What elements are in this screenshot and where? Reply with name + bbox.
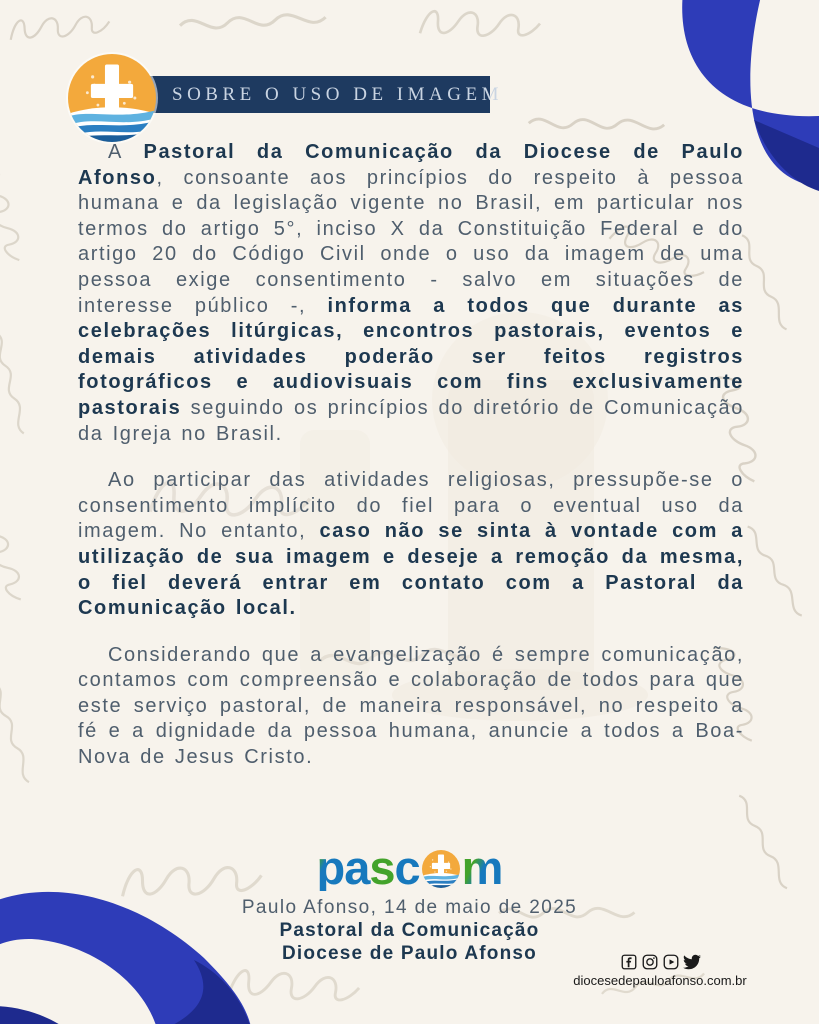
pascom-letter: m bbox=[461, 841, 503, 894]
pascom-letter: a bbox=[344, 841, 370, 894]
social-icons bbox=[620, 953, 701, 971]
instagram-icon bbox=[641, 953, 659, 971]
pascom-logo bbox=[0, 843, 819, 893]
facebook-icon bbox=[620, 953, 638, 971]
org-name-line2: Diocese de Paulo Afonso bbox=[282, 943, 537, 964]
org-name-line1: Pastoral da Comunicação bbox=[279, 920, 540, 941]
cross-sun-waves-icon bbox=[422, 850, 460, 888]
pascom-letter: c bbox=[394, 841, 420, 894]
paragraph: Ao participar das atividades religiosas, pressupõe-se o consentimento implícito do fiel para o eventual uso da imagem. No entanto, caso não se sinta à vontade com a utilização de sua imagem e deseje a remoção da mesma, o fiel deverá entrar em contato com a Pastoral da Comunicação local. bbox=[78, 469, 744, 620]
body-text bbox=[78, 140, 744, 792]
pascom-letter: s bbox=[369, 841, 395, 894]
paragraph: A Pastoral da Comunicação da Diocese de Paulo Afonso, consoante aos princípios do respeito à pessoa humana e da legislação vigente no Brasil, em particular nos termos do artigo 5°, inciso X da Constituição Federal e do artigo 20 do Código Civil onde o uso da imagem de uma pessoa exige consentimento - salvo em situações de interesse público -, informa a todos que durante as celebrações litúrgicas, encontros pastorais, eventos e demais atividades poderão ser feitos registros fotográficos e audiovisuais com fins exclusivamente pastorais seguindo os princípios do diretório de Comunicação da Igreja no Brasil. bbox=[78, 141, 744, 445]
social-block bbox=[575, 953, 745, 988]
page-title: SOBRE O USO DE IMAGEM bbox=[172, 83, 503, 105]
youtube-icon bbox=[662, 953, 680, 971]
title-banner bbox=[126, 76, 503, 113]
cross-sun-waves-icon bbox=[68, 54, 156, 142]
twitter-icon bbox=[683, 953, 701, 971]
website-url: diocesedepauloafonso.com.br bbox=[573, 973, 747, 988]
pascom-o-icon bbox=[422, 850, 460, 888]
paragraph: Considerando que a evangelização é sempre comunicação, contamos com compreensão e colaboração de todos para que este serviço pastoral, de maneira responsável, no respeito a fé e a dignidade da pessoa humana, anuncie a todos a Boa-Nova de Jesus Cristo. bbox=[78, 643, 744, 769]
pascom-letter: p bbox=[316, 841, 345, 894]
diocese-logo bbox=[68, 54, 156, 142]
dateline: Paulo Afonso, 14 de maio de 2025 bbox=[241, 897, 578, 918]
